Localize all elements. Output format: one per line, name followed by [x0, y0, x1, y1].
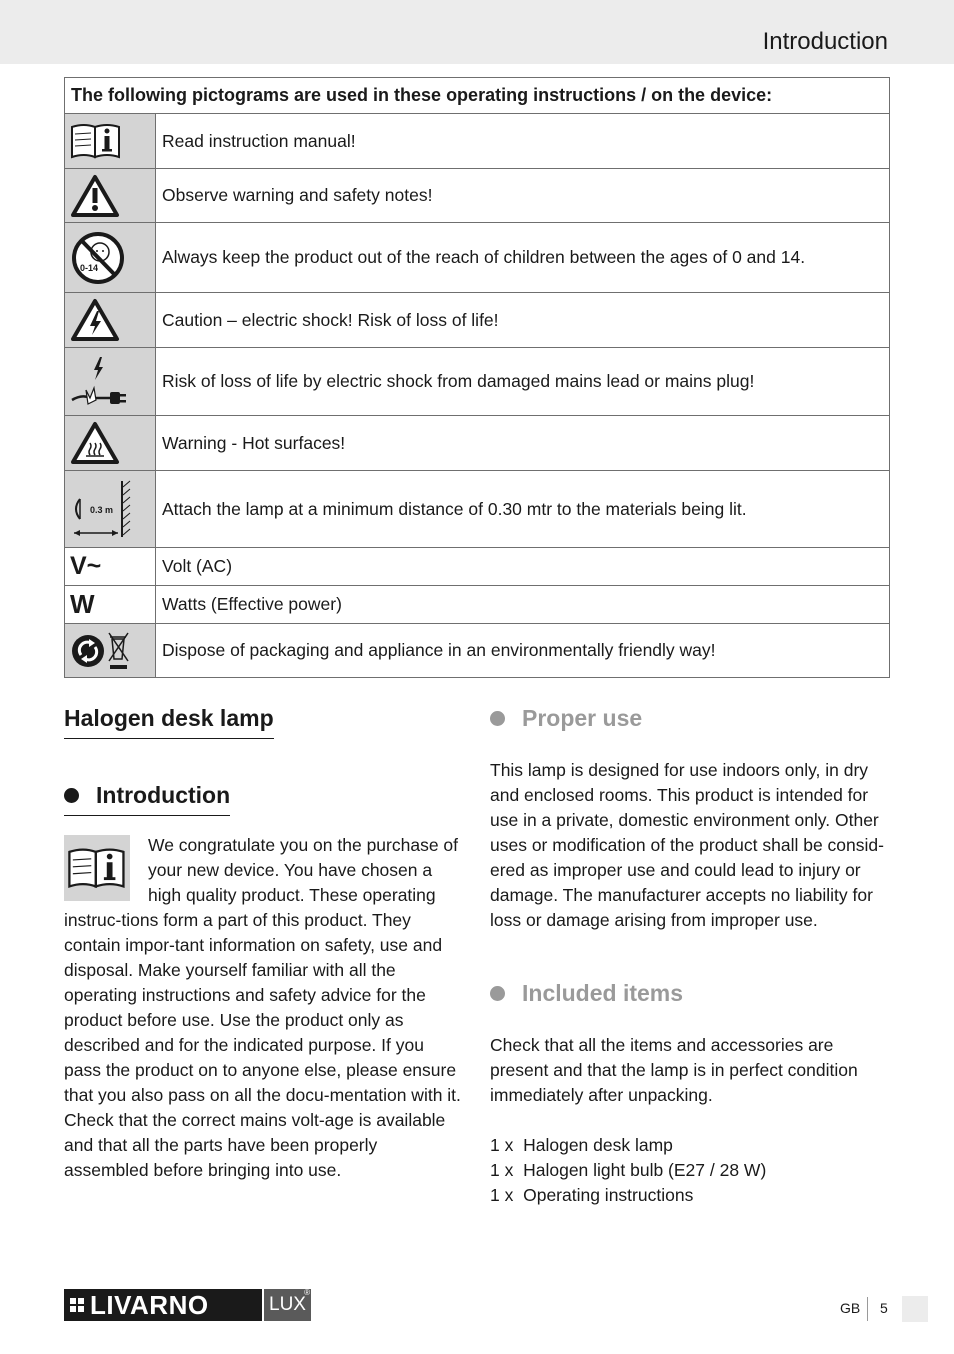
brand-suffix: LUX: [269, 1294, 306, 1315]
introduction-heading: [64, 777, 230, 816]
right-column: [490, 700, 890, 1205]
item-quantity: 1 x: [490, 1160, 514, 1180]
footer-divider: [867, 1297, 868, 1321]
table-row: [65, 586, 890, 624]
table-row: [65, 471, 890, 548]
item-name: Halogen light bulb (E27 / 28 W): [523, 1160, 767, 1180]
pictogram-text: Observe warning and safety notes!: [156, 169, 890, 223]
section-bullet: [490, 986, 505, 1001]
keep-from-children-icon: [70, 230, 126, 286]
item-quantity: 1 x: [490, 1135, 514, 1155]
product-title: Halogen desk lamp: [64, 700, 274, 739]
section-bullet: [64, 788, 79, 803]
brand-logo: [64, 1289, 311, 1321]
pictogram-text: Always keep the product out of the reach of children between the ages of 0 and 14.: [156, 223, 890, 293]
pictogram-text: Dispose of packaging and appliance in an environmentally friendly way!: [156, 624, 890, 678]
pictogram-text: Caution – electric shock! Risk of loss of life!: [156, 293, 890, 348]
pictogram-table-header: [65, 78, 890, 114]
book-info-icon: [70, 121, 122, 161]
pictogram-text: Volt (AC): [156, 548, 890, 586]
list-item: [490, 1158, 890, 1183]
pictogram-text: Attach the lamp at a minimum distance of 0.30 mtr to the materials being lit.: [156, 471, 890, 548]
table-row: [65, 223, 890, 293]
included-items-text: Check that all the items and accessories are present and that the lamp is in perfect condition immediately after unpacking.: [490, 1035, 858, 1105]
volt-ac-icon: V~: [70, 552, 102, 580]
logo-squares-icon: [70, 1298, 84, 1312]
electric-shock-warning-icon: [70, 298, 120, 342]
minimum-distance-icon: [70, 477, 136, 541]
item-name: Halogen desk lamp: [523, 1135, 673, 1155]
proper-use-heading: [490, 700, 890, 736]
recycle-dispose-icon: [70, 629, 136, 673]
page-number: 5: [880, 1300, 888, 1316]
distance-label: 0.3 m: [90, 505, 114, 515]
section-bullet: [490, 711, 505, 726]
warning-triangle-icon: [70, 174, 120, 218]
introduction-text: We congratulate you on the purchase of your new device. You have chosen a high quality product. These operating instruc-tions form a part of this product. They contain impor-tant information on safety, use and disposal. Make yourself familiar with all the operating instructions and safety advice for the product before use. Use the product only as described and for the indicated purpose. If you pass the product on to anyone else, please ensure that you also pass on all the docu-mentation with it. Check that the correct mains volt-age is available and that all the parts have been properly assembled before bringing into use.: [64, 835, 461, 1180]
pictogram-text: Watts (Effective power): [156, 586, 890, 624]
table-row: [65, 114, 890, 169]
list-item: [490, 1183, 890, 1208]
table-row: [65, 416, 890, 471]
item-quantity: 1 x: [490, 1185, 514, 1205]
table-row: [65, 548, 890, 586]
book-info-icon: [67, 845, 127, 891]
included-items-heading: [490, 975, 683, 1011]
list-item: [490, 1133, 890, 1158]
table-row: [65, 169, 890, 223]
pictogram-table: [64, 77, 890, 678]
table-row: [65, 624, 890, 678]
proper-use-text: This lamp is designed for use indoors only, in dry and enclosed rooms. This product is intended for use in a private, domestic environment only. Other uses or modification of the product shall be consid-ered as improper use and could lead to injury or damage. The manufacturer accepts no liability for loss or damage arising from improper use.: [490, 760, 884, 930]
brand-name: LIVARNO: [90, 1290, 209, 1320]
registered-mark: ®: [304, 1288, 310, 1297]
footer-tab-marker: [902, 1296, 928, 1322]
pictogram-table-heading: The following pictograms are used in these operating instructions / on the device:: [65, 78, 890, 114]
page-title: Introduction: [762, 28, 888, 55]
left-column: [64, 700, 464, 1180]
table-row: [65, 293, 890, 348]
introduction-heading-label: Introduction: [96, 782, 231, 808]
pictogram-text: Warning - Hot surfaces!: [156, 416, 890, 471]
table-row: [65, 348, 890, 416]
item-name: Operating instructions: [523, 1185, 694, 1205]
pictogram-text: Read instruction manual!: [156, 114, 890, 169]
damaged-cable-plug-icon: [70, 354, 128, 410]
pictogram-text: Risk of loss of life by electric shock from damaged mains lead or mains plug!: [156, 348, 890, 416]
child-age-label: 0-14: [80, 262, 99, 273]
hot-surface-warning-icon: [70, 421, 120, 465]
included-items-list: [490, 1133, 890, 1208]
watts-icon: W: [70, 589, 95, 619]
intro-icon-box: [64, 835, 130, 901]
proper-use-heading-label: Proper use: [522, 705, 643, 731]
introduction-section: [64, 833, 464, 1183]
language-code: GB: [840, 1300, 861, 1316]
included-items-heading-label: Included items: [522, 980, 684, 1006]
